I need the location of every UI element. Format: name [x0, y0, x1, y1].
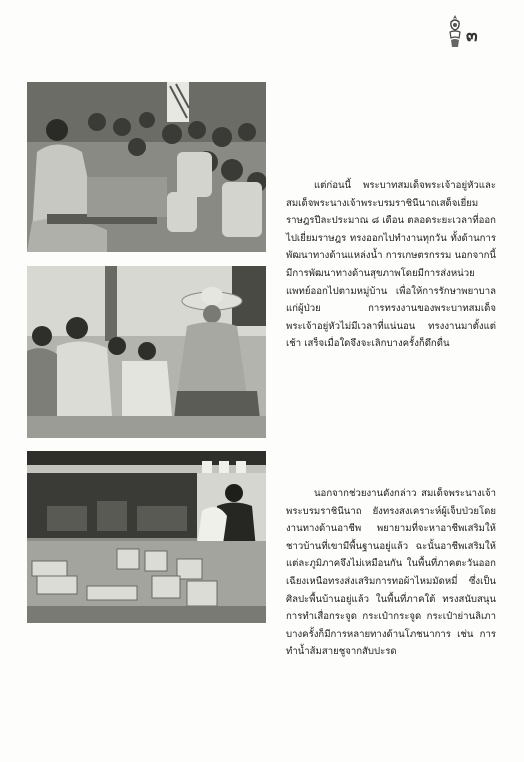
- photo-village-women-and-children: [27, 266, 266, 438]
- royal-emblem-icon: [447, 14, 463, 50]
- page-number: ๓: [466, 26, 478, 46]
- body-paragraph-1: [286, 177, 496, 353]
- photo-queen-greeting-villagers: [27, 82, 266, 252]
- paragraph-text: นอกจากช่วยงานดังกล่าว สมเด็จพระนางเจ้าพระบรมราชินีนาถ ยังทรงสงเคราะห์ผู้เจ็บป่วยโดยงานทางด้านอาชีพ พยายามที่จะหาอาชีพเสริมให้ชาวบ้านที่เขามีพื้นฐานอยู่แล้ว ฉะนั้นอาชีพเสริมให้แต่ละภูมิภาคจึงไม่เหมือนกัน ในพื้นที่ภาคตะวันออกเฉียงเหนือทรงส่งเสริมการทอผ้าไหมมัดหมี่ ซึ่งเป็นศิลปะพื้นบ้านอยู่แล้ว ในพื้นที่ภาคใต้ ทรงสนับสนุนการทำเสื่อกระจูด กระเป๋ากระจูด กระเป๋าย่านลิเภา บางครั้งก็มีการหลายทางด้านโภชนาการ เช่น การทำน้ำส้มสายชูจากสับปะรด: [286, 488, 496, 658]
- body-paragraph-2: [286, 485, 496, 661]
- photo-handicraft-exhibition-hall: [27, 451, 266, 623]
- paragraph-text: แต่ก่อนนี้ พระบาทสมเด็จพระเจ้าอยู่หัวและสมเด็จพระนางเจ้าพระบรมราชินีนาถเสด็จเยี่ยมราษฎรปีละประมาณ ๘ เดือน ตลอดระยะเวลาที่ออกไปเยี่ยมราษฎร ทรงออกไปทำงานทุกวัน ทั้งด้านการพัฒนาทางด้านแหล่งน้ำ การเกษตรกรรม นอกจากนี้มีการพัฒนาทางด้านสุขภาพโดยมีการส่งหน่วยแพทย์ออกไปตามหมู่บ้าน เพื่อให้การรักษาพยาบาลแก่ผู้ป่วย การทรงงานของพระบาทสมเด็จพระเจ้าอยู่หัวไม่มีเวลาที่แน่นอน ทรงงานมาตั้งแต่เช้า เสร็จเมื่อใดจึงจะเลิกบางครั้งก็ดึกดื่น: [286, 180, 496, 350]
